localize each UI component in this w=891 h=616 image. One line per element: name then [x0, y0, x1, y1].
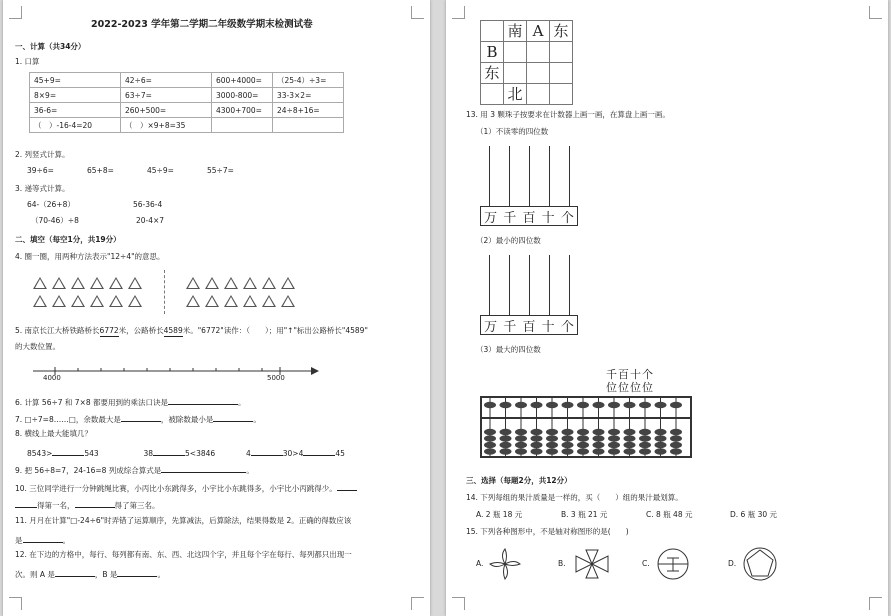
- grid-cell[interactable]: 北: [504, 84, 527, 105]
- abacus-bead[interactable]: [655, 429, 667, 435]
- answer-blank[interactable]: [23, 533, 63, 543]
- grid-cell[interactable]: [527, 42, 550, 63]
- q8-item: 4: [245, 449, 251, 458]
- abacus-bead[interactable]: [593, 435, 605, 441]
- triangle-icon: [52, 295, 66, 307]
- q3-item: 20-4×7: [136, 216, 165, 225]
- counter-rod: [489, 255, 490, 315]
- q12-text: 次。则 A 是: [15, 570, 55, 579]
- abacus-bead[interactable]: [639, 442, 651, 448]
- counter-rod: [529, 255, 530, 315]
- page-corner-mark: [869, 6, 882, 19]
- q10-text: 10. 三位同学进行一分钟跳绳比赛，小丙比小东跳得多，小宇比小东跳得多，小宇比小丙跳得少。: [15, 484, 337, 493]
- abacus-bead[interactable]: [562, 448, 574, 454]
- q2-item: 65+8=: [87, 166, 114, 175]
- abacus-bead[interactable]: [608, 429, 620, 435]
- abacus-bead[interactable]: [593, 402, 605, 408]
- abacus-bead[interactable]: [608, 435, 620, 441]
- q7-text: ，被除数最小是: [160, 415, 214, 424]
- abacus-bead[interactable]: [500, 435, 512, 441]
- abacus-bead[interactable]: [624, 448, 636, 454]
- table-cell: [212, 118, 273, 133]
- page-corner-mark: [869, 597, 882, 610]
- divider-line: [164, 270, 165, 314]
- grid-cell[interactable]: [550, 84, 573, 105]
- pinwheel-icon: [488, 547, 522, 581]
- question-3: 3. 递等式计算。: [15, 184, 70, 193]
- grid-cell[interactable]: 南: [504, 21, 527, 42]
- grid-cell[interactable]: [550, 42, 573, 63]
- question-5: [15, 326, 368, 337]
- place-label: 千: [503, 210, 517, 226]
- abacus-place-bottom: 位位位位: [606, 381, 654, 394]
- page-corner-mark: [452, 597, 465, 610]
- question-12-cont: 次。则 A 是 ，B 是 。: [15, 567, 165, 580]
- table-cell: 4300+700=: [212, 103, 273, 118]
- q2-item: 55÷7=: [207, 166, 234, 175]
- pentagon-in-circle-icon: [742, 546, 778, 582]
- abacus-bead[interactable]: [670, 442, 682, 448]
- q8-item: 30>4: [282, 449, 304, 458]
- abacus-bead[interactable]: [562, 429, 574, 435]
- mental-math-table: [29, 72, 344, 133]
- q2-item: 39÷6=: [27, 166, 54, 175]
- page-corner-mark: [9, 597, 22, 610]
- grid-cell[interactable]: [527, 63, 550, 84]
- q15-option-b[interactable]: B.: [558, 559, 566, 568]
- table-cell: 600+4000=: [212, 73, 273, 88]
- abacus-bead[interactable]: [500, 448, 512, 454]
- question-11-cont: 是 。: [15, 533, 70, 546]
- abacus-bead[interactable]: [531, 402, 543, 408]
- place-label: 十: [541, 210, 555, 226]
- q10-text: 得了第三名。: [114, 501, 160, 510]
- question-12: 12. 在下边的方格中，每行、每列都有南、东、西、北这四个字，并且每个字在每行、每列都只出现一: [15, 550, 352, 559]
- abacus-bead[interactable]: [546, 442, 558, 448]
- answer-blank[interactable]: [153, 446, 185, 456]
- abacus-bead[interactable]: [515, 402, 527, 408]
- triangle-icon: [90, 277, 104, 289]
- table-cell: 33-3×2=: [273, 88, 344, 103]
- counter-rod: [569, 255, 570, 315]
- triangle-icon: [128, 295, 142, 307]
- q8-item: 38: [143, 449, 154, 458]
- table-cell: 63÷7=: [121, 88, 212, 103]
- triangle-icon: [224, 277, 238, 289]
- answer-blank[interactable]: [75, 498, 115, 508]
- axis-label-left: 4000: [43, 374, 61, 382]
- abacus-bead[interactable]: [484, 402, 496, 408]
- q14-option-d[interactable]: D. 6 瓶 30 元: [730, 510, 778, 519]
- triangle-icon: [109, 277, 123, 289]
- table-cell: 36-6=: [30, 103, 121, 118]
- table-cell: 24÷8+16=: [273, 103, 344, 118]
- q3-item: （70-46）÷8: [31, 216, 79, 225]
- abacus-bead[interactable]: [500, 442, 512, 448]
- abacus-bead[interactable]: [624, 429, 636, 435]
- abacus-bead[interactable]: [593, 442, 605, 448]
- abacus-bead[interactable]: [577, 402, 589, 408]
- q14-option-c[interactable]: C. 8 瓶 48 元: [646, 510, 693, 519]
- question-13: 13. 用 3 颗珠子按要求在计数器上画一画，在算盘上画一画。: [466, 110, 670, 119]
- answer-blank[interactable]: [303, 446, 335, 456]
- abacus-bead[interactable]: [639, 429, 651, 435]
- answer-blank[interactable]: [117, 567, 157, 577]
- abacus-bead[interactable]: [655, 402, 667, 408]
- triangle-icon: [243, 295, 257, 307]
- q7-text: 7. □÷7=8……□，余数最大是: [15, 415, 121, 424]
- section-2-heading: 二、填空（每空1分，共19分）: [15, 235, 121, 244]
- table-cell: 3000-800=: [212, 88, 273, 103]
- table-cell: 45+9=: [30, 73, 121, 88]
- answer-blank[interactable]: [161, 463, 246, 473]
- triangle-icon: [281, 295, 295, 307]
- answer-blank[interactable]: [251, 446, 283, 456]
- abacus-bead[interactable]: [593, 429, 605, 435]
- q13-part-2: （2）最小的四位数: [476, 236, 541, 245]
- triangle-icon: [33, 277, 47, 289]
- q9-text: 9. 把 56÷8=7，24-16=8 列成综合算式是: [15, 466, 162, 475]
- abacus-bead[interactable]: [593, 448, 605, 454]
- abacus-bead[interactable]: [624, 402, 636, 408]
- abacus-bead[interactable]: [655, 442, 667, 448]
- q5-text: 米。"6772"读作：（ ）；用"↑"标出公路桥长"4589": [182, 326, 368, 335]
- table-cell: [273, 118, 344, 133]
- abacus-bead[interactable]: [577, 435, 589, 441]
- triangle-icon: [205, 277, 219, 289]
- abacus-bead[interactable]: [546, 448, 558, 454]
- question-14: 14. 下列每组的果汁质量是一样的，买（ ）组的果汁最划算。: [466, 493, 683, 502]
- q6-text: 6. 计算 56÷7 和 7×8 都要用到的乘法口诀是: [15, 398, 169, 407]
- q8-item: 45: [335, 449, 345, 458]
- q15-option-d[interactable]: D.: [728, 559, 737, 568]
- q10-text: 得第一名，: [37, 501, 75, 510]
- abacus-bead[interactable]: [670, 435, 682, 441]
- abacus-place-top: 千百十个: [606, 368, 654, 381]
- circle-symbol-icon: [656, 547, 690, 581]
- bowtie-windmill-icon: [572, 548, 612, 580]
- question-10: [15, 481, 357, 494]
- abacus-bead[interactable]: [515, 429, 527, 435]
- answer-blank[interactable]: [213, 412, 253, 422]
- table-cell: （25-4）÷3=: [273, 73, 344, 88]
- q13-part-3: （3）最大的四位数: [476, 345, 541, 354]
- exam-page-left: [3, 0, 430, 616]
- triangle-icon: [71, 295, 85, 307]
- counter-rod: [509, 146, 510, 206]
- abacus-bead[interactable]: [484, 442, 496, 448]
- triangle-icon: [109, 295, 123, 307]
- abacus-bead[interactable]: [639, 402, 651, 408]
- abacus-bead[interactable]: [500, 429, 512, 435]
- question-10-cont: [15, 498, 160, 511]
- abacus-bead[interactable]: [500, 402, 512, 408]
- abacus-bead[interactable]: [515, 448, 527, 454]
- triangle-group-left: [33, 274, 163, 310]
- abacus-bead[interactable]: [670, 402, 682, 408]
- place-label: 百: [522, 210, 536, 226]
- table-cell: （ ）×9+8=35: [121, 118, 212, 133]
- counter-base: [480, 315, 578, 335]
- abacus-bead[interactable]: [484, 435, 496, 441]
- abacus-bead[interactable]: [531, 448, 543, 454]
- q14-option-b[interactable]: B. 3 瓶 21 元: [561, 510, 608, 519]
- abacus-bead[interactable]: [546, 402, 558, 408]
- abacus-bead[interactable]: [670, 448, 682, 454]
- triangle-icon: [71, 277, 85, 289]
- counter-rod: [549, 146, 550, 206]
- question-9: 9. 把 56÷8=7，24-16=8 列成综合算式是 。: [15, 463, 254, 476]
- page-corner-mark: [9, 6, 22, 19]
- triangle-icon: [262, 295, 276, 307]
- q15-option-c[interactable]: C.: [642, 559, 650, 568]
- q2-item: 45÷9=: [147, 166, 174, 175]
- question-15: 15. 下列各种图形中，不是轴对称图形的是( ): [466, 527, 629, 536]
- grid-cell[interactable]: B: [481, 42, 504, 63]
- q3-item: 56-36-4: [133, 200, 163, 209]
- counting-frame-1[interactable]: [480, 146, 578, 226]
- answer-blank[interactable]: [121, 412, 161, 422]
- place-label: 个: [560, 319, 574, 335]
- exam-page-right: [446, 0, 888, 616]
- triangle-icon: [262, 277, 276, 289]
- grid-cell[interactable]: [504, 63, 527, 84]
- abacus-bead[interactable]: [639, 435, 651, 441]
- question-4: 4. 圈一圈，用两种方法表示"12÷4"的意思。: [15, 252, 165, 261]
- abacus-bead[interactable]: [608, 448, 620, 454]
- question-11: 11. 月月在计算"□-24÷6"时弄错了运算顺序，先算减法，后算除法，结果得数是 2。正确的得数应该: [15, 516, 352, 525]
- grid-cell[interactable]: 东: [481, 63, 504, 84]
- abacus-bead[interactable]: [577, 429, 589, 435]
- abacus-bead[interactable]: [531, 429, 543, 435]
- q8-item: 543: [84, 449, 99, 458]
- abacus-bead[interactable]: [577, 442, 589, 448]
- exam-title: 2022-2023 学年第二学期二年级数学期末检测试卷: [91, 19, 313, 30]
- abacus-bead[interactable]: [515, 435, 527, 441]
- table-cell: 42÷6=: [121, 73, 212, 88]
- counter-rod: [549, 255, 550, 315]
- place-label: 万: [484, 210, 498, 226]
- counter-rod: [489, 146, 490, 206]
- abacus-bead[interactable]: [546, 435, 558, 441]
- triangle-icon: [224, 295, 238, 307]
- counter-rod: [509, 255, 510, 315]
- q11-text: 是: [15, 536, 23, 545]
- abacus-bead[interactable]: [562, 435, 574, 441]
- q5-text: 米，公路桥长: [118, 326, 164, 335]
- answer-blank[interactable]: [337, 481, 357, 491]
- abacus-bead[interactable]: [577, 448, 589, 454]
- counter-base: [480, 206, 578, 226]
- grid-cell[interactable]: 东: [550, 21, 573, 42]
- abacus-bead[interactable]: [546, 429, 558, 435]
- q8-item: 5<3846: [185, 449, 216, 458]
- triangle-icon: [281, 277, 295, 289]
- abacus-bead[interactable]: [608, 442, 620, 448]
- answer-blank[interactable]: [52, 446, 84, 456]
- question-7: 7. □÷7=8……□，余数最大是 ，被除数最小是 。: [15, 412, 261, 425]
- triangle-icon: [205, 295, 219, 307]
- triangle-icon: [90, 295, 104, 307]
- grid-cell[interactable]: [504, 42, 527, 63]
- abacus-bead[interactable]: [624, 435, 636, 441]
- section-1-heading: 一、计算（共34分）: [15, 42, 86, 51]
- answer-blank[interactable]: [168, 395, 238, 405]
- triangle-icon: [243, 277, 257, 289]
- q8-item: 8543>: [27, 449, 53, 458]
- counting-frame-2[interactable]: [480, 255, 578, 335]
- direction-grid: [480, 20, 573, 105]
- abacus-bead[interactable]: [639, 448, 651, 454]
- axis-label-right: 5000: [267, 374, 285, 382]
- triangle-icon: [52, 277, 66, 289]
- page-corner-mark: [411, 597, 424, 610]
- question-2: 2. 列竖式计算。: [15, 150, 70, 159]
- question-5-cont: 的大数位置。: [15, 342, 60, 351]
- q5-number: 6772: [99, 326, 119, 335]
- table-cell: （ ）-16-4=20: [30, 118, 121, 133]
- q3-item: 64-（26+8）: [27, 200, 75, 209]
- page-corner-mark: [411, 6, 424, 19]
- abacus-bead[interactable]: [562, 442, 574, 448]
- abacus-bead[interactable]: [484, 448, 496, 454]
- triangle-icon: [186, 295, 200, 307]
- q12-text: ，B 是: [94, 570, 118, 579]
- abacus-bead[interactable]: [655, 448, 667, 454]
- abacus-bead[interactable]: [484, 429, 496, 435]
- grid-cell[interactable]: [481, 21, 504, 42]
- grid-cell[interactable]: [550, 63, 573, 84]
- abacus[interactable]: [480, 396, 692, 458]
- abacus-bead[interactable]: [531, 442, 543, 448]
- triangle-icon: [128, 277, 142, 289]
- triangle-group-right: [186, 274, 316, 310]
- q5-text: 5. 南京长江大桥铁路桥长: [15, 326, 100, 335]
- page-corner-mark: [452, 6, 465, 19]
- grid-cell[interactable]: A: [527, 21, 550, 42]
- question-8: 8. 横线上最大能填几？: [15, 429, 93, 438]
- q14-option-a[interactable]: A. 2 瓶 18 元: [476, 510, 523, 519]
- table-cell: 260+500=: [121, 103, 212, 118]
- place-label: 万: [484, 319, 498, 335]
- answer-blank[interactable]: [15, 498, 37, 508]
- section-3-heading: 三、选择（每题2分，共12分）: [466, 476, 572, 485]
- abacus-bead[interactable]: [655, 435, 667, 441]
- grid-cell[interactable]: [527, 84, 550, 105]
- table-cell: 8×9=: [30, 88, 121, 103]
- place-label: 千: [503, 319, 517, 335]
- question-1: 1. 口算: [15, 57, 40, 66]
- abacus-bead[interactable]: [670, 429, 682, 435]
- triangle-icon: [186, 277, 200, 289]
- q13-part-1: （1）不读零的四位数: [476, 127, 549, 136]
- triangle-icon: [33, 295, 47, 307]
- abacus-bead[interactable]: [608, 402, 620, 408]
- question-8-items: [27, 446, 345, 459]
- place-label: 个: [560, 210, 574, 226]
- answer-blank[interactable]: [55, 567, 95, 577]
- question-6: 6. 计算 56÷7 和 7×8 都要用到的乘法口诀是 。: [15, 395, 246, 408]
- abacus-bead[interactable]: [624, 442, 636, 448]
- counter-rod: [569, 146, 570, 206]
- q5-number: 4589: [163, 326, 183, 335]
- place-label: 十: [541, 319, 555, 335]
- place-label: 百: [522, 319, 536, 335]
- abacus-bead[interactable]: [531, 435, 543, 441]
- counter-rod: [529, 146, 530, 206]
- q15-option-a[interactable]: A.: [476, 559, 484, 568]
- abacus-bead[interactable]: [515, 442, 527, 448]
- grid-cell[interactable]: [481, 84, 504, 105]
- abacus-bead[interactable]: [562, 402, 574, 408]
